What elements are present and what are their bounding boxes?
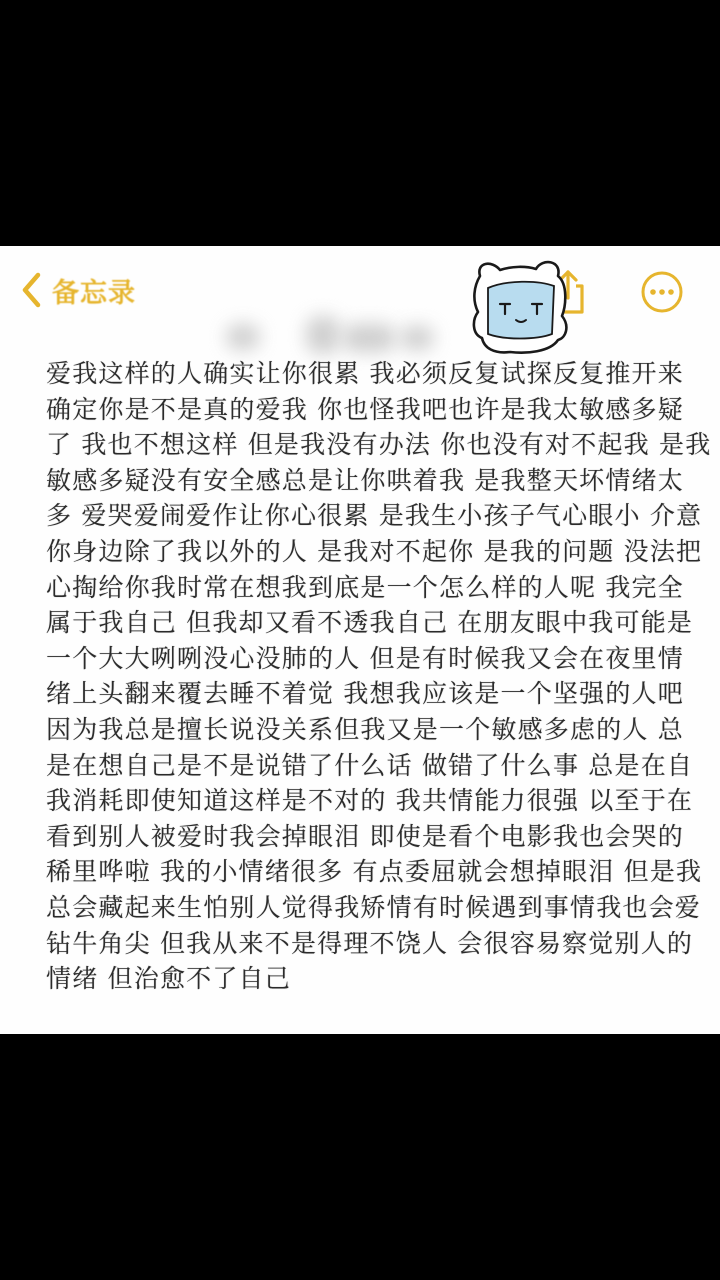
note-line: 心掏给你我时常在想我到底是一个怎么样的人呢 我完全: [46, 572, 684, 602]
note-line: 确定你是不是真的爱我 你也怪我吧也许是我太敏感多疑: [46, 394, 684, 424]
note-body[interactable]: [46, 356, 712, 997]
note-line: 情绪 但治愈不了自己: [46, 964, 291, 994]
navigation-bar: [0, 246, 720, 336]
note-line: 绪上头翻来覆去睡不着觉 我想我应该是一个坚强的人吧: [46, 679, 684, 709]
note-line: 敏感多疑没有安全感总是让你哄着我 是我整天坏情绪太: [46, 465, 684, 495]
note-line: 总会藏起来生怕别人觉得我矫情有时候遇到事情我也会爱: [46, 892, 702, 922]
note-line: 稀里哗啦 我的小情绪很多 有点委屈就会想掉眼泪 但是我: [46, 857, 703, 887]
note-line: 一个大大咧咧没心没肺的人 但是有时候我又会在夜里情: [46, 643, 684, 673]
notes-screenshot: [0, 246, 720, 1034]
note-line: 是在想自己是不是说错了什么话 做错了什么事 总是在自: [46, 750, 694, 780]
note-line: 我消耗即使知道这样是不对的 我共情能力很强 以至于在: [46, 786, 694, 816]
more-icon: [640, 270, 684, 314]
cat-sticker-icon: [466, 254, 574, 358]
note-line: 多 爱哭爱闹爱作让你心很累 是我生小孩子气心眼小 介意: [46, 501, 703, 531]
more-button[interactable]: [640, 270, 684, 314]
back-label: 备忘录: [52, 277, 136, 309]
note-line: 钻牛角尖 但我从来不是得理不饶人 会很容易察觉别人的: [46, 928, 694, 958]
note-line: 因为我总是擅长说没关系但我又是一个敏感多虑的人 总: [46, 714, 684, 744]
note-line: 属于我自己 但我却又看不透我自己 在朋友眼中我可能是: [46, 608, 694, 638]
note-line: 看到别人被爱时我会掉眼泪 即使是看个电影我也会哭的: [46, 821, 684, 851]
cat-sticker: [466, 254, 574, 358]
chevron-left-icon: [20, 272, 42, 308]
blurred-date: [222, 314, 442, 362]
note-line: 爱我这样的人确实让你很累 我必须反复试探反复推开来: [46, 359, 684, 388]
back-button[interactable]: [20, 268, 136, 312]
note-line: 了 我也不想这样 但是我没有办法 你也没有对不起我 是我: [46, 430, 712, 460]
note-line: 你身边除了我以外的人 是我对不起你 是我的问题 没法把: [46, 536, 703, 566]
